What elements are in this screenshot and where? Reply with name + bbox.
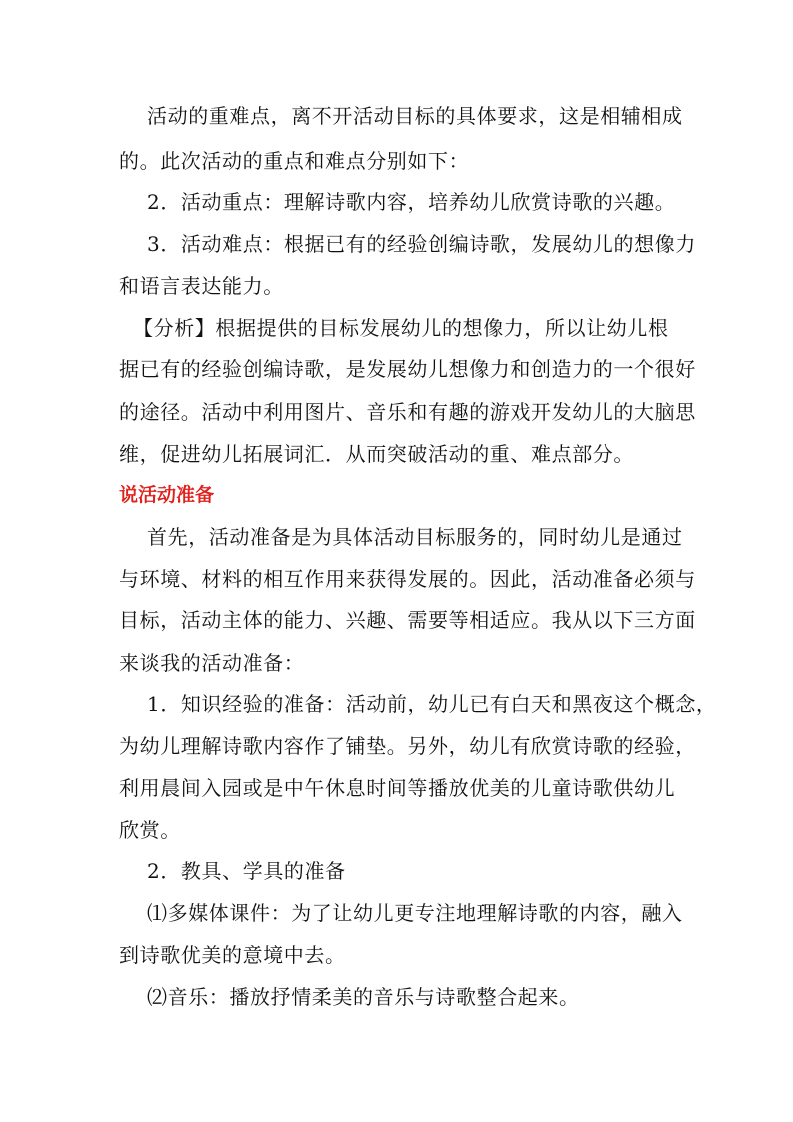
text-line: 据已有的经验创编诗歌，是发展幼儿想像力和创造力的一个很好 xyxy=(119,357,696,381)
text-line: 利用晨间入园或是中午休息时间等播放优美的儿童诗歌供幼儿 xyxy=(119,776,676,800)
text-line: 1．知识经验的准备：活动前，幼儿已有白天和黑夜这个概念， xyxy=(147,692,717,716)
text-line: 【分析】根据提供的目标发展幼儿的想像力，所以让幼儿根 xyxy=(133,316,669,340)
text-line: 的途径。活动中利用图片、音乐和有趣的游戏开发幼儿的大脑思 xyxy=(119,400,696,424)
text-line: ⑵音乐：播放抒情柔美的音乐与诗歌整合起来。 xyxy=(147,985,580,1009)
text-line: 维，促进幼儿拓展词汇．从而突破活动的重、难点部分。 xyxy=(119,442,634,466)
text-line: 和语言表达能力。 xyxy=(119,274,284,298)
text-line: ⑴多媒体课件：为了让幼儿更专注地理解诗歌的内容，融入 xyxy=(147,901,683,925)
text-line: 目标，活动主体的能力、兴趣、需要等相适应。我从以下三方面 xyxy=(119,608,696,632)
section-heading: 说活动准备 xyxy=(119,484,215,506)
text-line: 欣赏。 xyxy=(119,818,181,842)
text-line: 首先，活动准备是为具体活动目标服务的，同时幼儿是通过 xyxy=(147,525,683,549)
text-line: 来谈我的活动准备： xyxy=(119,651,305,675)
text-line: 为幼儿理解诗歌内容作了铺垫。另外，幼儿有欣赏诗歌的经验， xyxy=(119,734,696,758)
text-line: 3．活动难点：根据已有的经验创编诗歌，发展幼儿的想像力 xyxy=(147,232,696,256)
text-line: 2．教具、学具的准备 xyxy=(147,859,346,883)
text-line: 2．活动重点：理解诗歌内容，培养幼儿欣赏诗歌的兴趣。 xyxy=(147,190,676,214)
text-line: 的。此次活动的重点和难点分别如下： xyxy=(119,149,470,173)
text-line: 与环境、材料的相互作用来获得发展的。因此，活动准备必须与 xyxy=(119,567,696,591)
text-line: 到诗歌优美的意境中去。 xyxy=(119,943,346,967)
text-line: 活动的重难点，离不开活动目标的具体要求，这是相辅相成 xyxy=(147,104,683,128)
